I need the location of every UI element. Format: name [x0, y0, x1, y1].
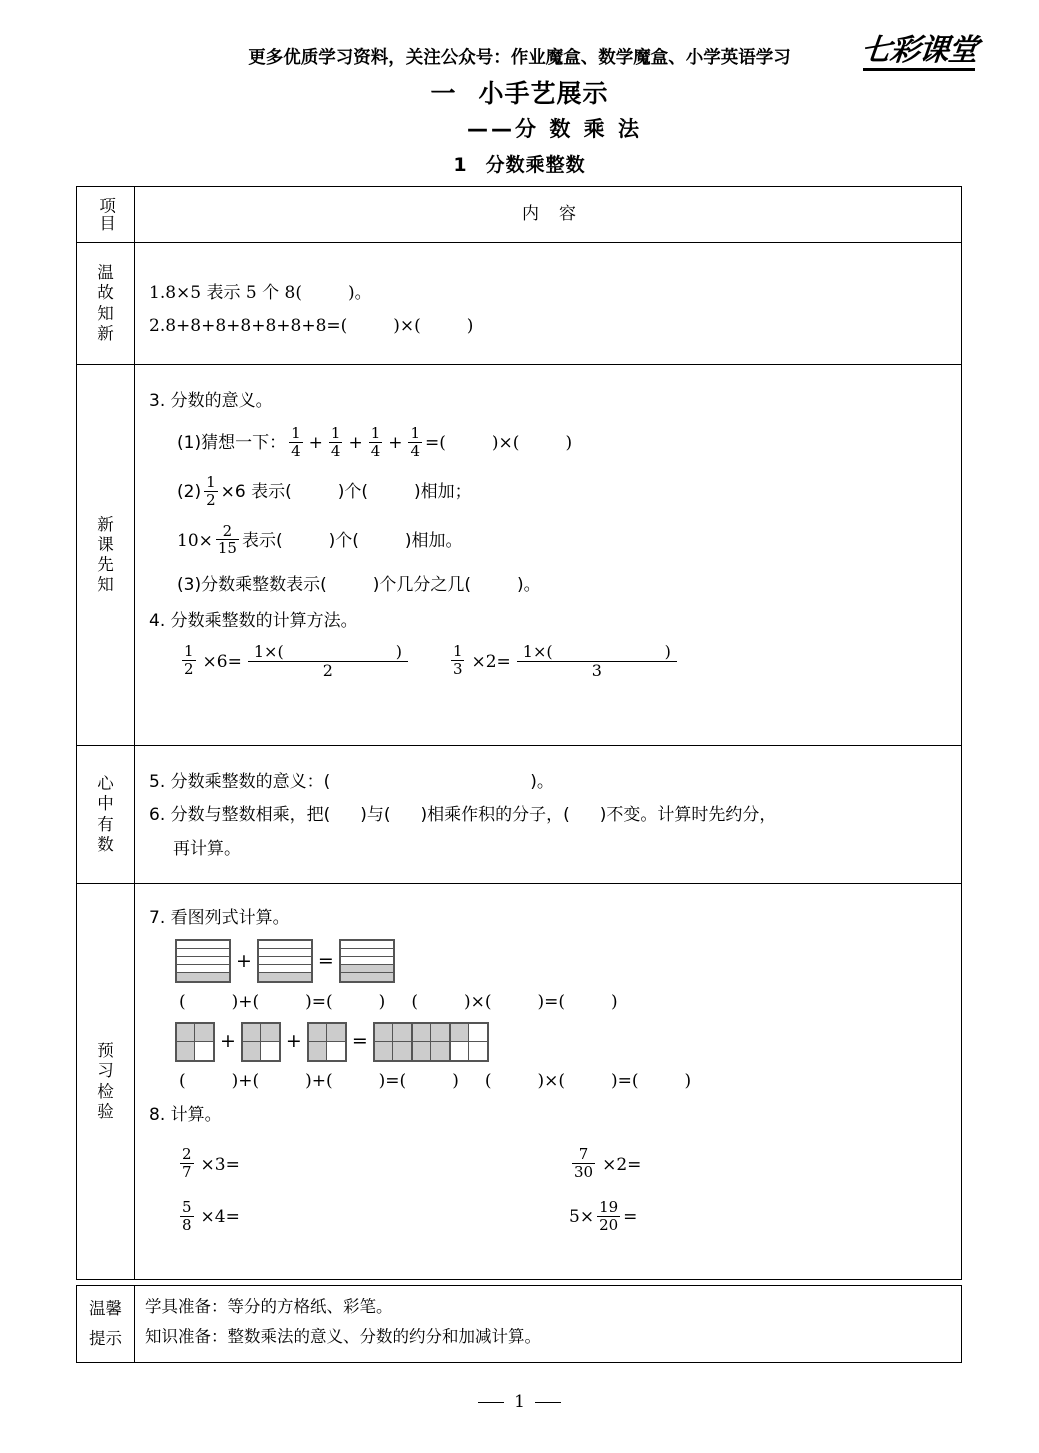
square-result-group: [373, 1022, 489, 1062]
section-newlesson-body: [135, 365, 961, 745]
tip-line-2: 知识准备：整数乘法的意义、分数的约分和加减计算。: [145, 1326, 541, 1346]
question-7-answers-row-1: ( )+( )=( ) ( )×( )=( ): [179, 992, 618, 1013]
header-col-content: [135, 187, 961, 242]
calc-item-1: $\frac{2}{7}$ ×3=: [182, 1145, 240, 1182]
header-col-project-label: 项目: [96, 197, 116, 232]
section-label-understand-stack: 心 中 有 数: [97, 774, 114, 854]
fraction-2-7: $\frac{2}{7}$: [182, 1145, 192, 1182]
unit-title: 小手艺展示: [478, 79, 609, 108]
footer-dash-left: [478, 1402, 504, 1403]
fraction-19-20: $\frac{19}{20}$: [599, 1197, 619, 1234]
section-understand-body: [135, 746, 961, 883]
bar-addend-1: [175, 939, 231, 983]
fraction-result-2: $\frac{1\times( )}{3}$: [517, 643, 677, 681]
question-1: 1.8×5 表示 5 个 8( )。: [149, 283, 372, 303]
fraction-2-15: $\frac{2}{15}$: [217, 521, 237, 558]
question-7-answers-row-2: ( )+( )+( )=( ) ( )×( )=( ): [179, 1070, 692, 1091]
fraction-1-3-eq: $\frac{1}{3}$: [452, 642, 463, 679]
question-5: 5. 分数乘整数的意义：( )。: [149, 772, 554, 792]
fraction-1-4-d: $\frac{1}{4}$: [410, 424, 421, 461]
unit-heading: [0, 74, 1039, 110]
bar-addend-2: [257, 939, 313, 983]
section-label-newlesson: [77, 365, 135, 745]
square-addend-2: [241, 1022, 281, 1062]
fraction-1-2-eq: $\frac{1}{2}$: [184, 642, 194, 679]
brand-logo: [859, 33, 979, 71]
page-footer: [0, 1392, 1039, 1412]
question-7-title: 7. 看图列式计算。: [149, 908, 290, 928]
question-4-equations: $\frac{1}{2}$ ×6= $\frac{1\times( )}{2}$ $\frac{1}{3}$ ×2= $\frac{1\times( )}{3}$: [149, 643, 949, 681]
calc-item-4: 5× $\frac{19}{20}$ =: [569, 1197, 638, 1234]
fraction-1-2: $\frac{1}{2}$: [206, 472, 216, 509]
diagram-equals-1: =: [317, 949, 334, 972]
section-preview: [77, 884, 961, 1279]
diagram-plus-2: +: [220, 1029, 236, 1052]
diagram-squares: [175, 1022, 949, 1062]
tip-label: [77, 1286, 135, 1362]
bar-result: [339, 939, 395, 983]
section-review-body: [135, 243, 961, 364]
brand-logo-underline: [863, 68, 975, 71]
page-number: 1: [514, 1392, 525, 1412]
unit-number: 一: [430, 79, 457, 108]
section-label-understand: [77, 746, 135, 883]
tip-label-line1: 温馨: [89, 1299, 122, 1319]
question-6: 6. 分数与整数相乘，把( )与( )相乘作积的分子，( )不变。计算时先约分，: [149, 805, 777, 826]
section-label-preview-stack: 预 习 检 验: [97, 1041, 114, 1121]
question-8-title: 8. 计算。: [149, 1105, 222, 1126]
section-preview-body: [135, 884, 961, 1279]
table-header-row: [77, 187, 961, 243]
question-6-cont: 再计算。: [173, 838, 241, 859]
section-newlesson: [77, 365, 961, 746]
lesson-number: 1: [453, 154, 468, 176]
question-3-3: 10× $\frac{2}{15}$ 表示( )个( )相加。: [177, 521, 463, 558]
question-3-1: (1)猜想一下： $\frac{1}{4}$ + $\frac{1}{4}$ + $\frac{1}{4}$ + $\frac{1}{4}$ =( )×( ): [177, 424, 573, 461]
question-3-2: (2) $\frac{1}{2}$ ×6 表示( )个( )相加；: [177, 472, 472, 509]
calc-item-2: $\frac{7}{30}$ ×2=: [574, 1145, 642, 1182]
diagram-bars: [175, 939, 949, 983]
square-result-2: [411, 1022, 451, 1062]
diagram-equals-2: =: [351, 1029, 368, 1052]
lesson-title: 分数乘整数: [485, 154, 586, 176]
section-label-newlesson-stack: 新 课 先 知: [97, 514, 114, 595]
unit-subtitle: ——分 数 乘 法: [467, 117, 642, 141]
fraction-1-4-c: $\frac{1}{4}$: [370, 424, 381, 461]
tip-table: [76, 1285, 962, 1363]
fraction-result-1: $\frac{1\times( )}{2}$: [248, 643, 408, 681]
tip-body: [135, 1286, 961, 1362]
question-8-grid: [149, 1135, 949, 1252]
fraction-5-8: $\frac{5}{8}$: [182, 1197, 192, 1234]
section-label-review: [77, 243, 135, 364]
tip-label-line2: 提示: [89, 1329, 122, 1348]
question-8-col-right: [479, 1135, 809, 1252]
question-2: 2.8+8+8+8+8+8+8=( )×( ): [149, 316, 474, 337]
question-3-4: (3)分数乘整数表示( )个几分之几( )。: [177, 575, 541, 596]
footer-dash-right: [535, 1402, 561, 1403]
header-content-char2: 容: [559, 204, 576, 225]
header-col-project: [77, 187, 135, 242]
question-4-title: 4. 分数乘整数的计算方法。: [149, 611, 358, 632]
fraction-7-30: $\frac{7}{30}$: [574, 1145, 594, 1182]
tip-row: [77, 1286, 961, 1362]
tip-line-1: 学具准备：等分的方格纸、彩笔。: [145, 1297, 393, 1316]
question-3-title: 3. 分数的意义。: [149, 391, 273, 411]
question-8-col-left: [149, 1135, 479, 1252]
fraction-1-4-a: $\frac{1}{4}$: [291, 424, 301, 461]
square-result-3: [449, 1022, 489, 1062]
square-result-1: [373, 1022, 413, 1062]
brand-logo-text: 七彩课堂: [859, 33, 979, 68]
worksheet-table: [76, 186, 962, 1280]
fraction-1-4-b: $\frac{1}{4}$: [330, 424, 341, 461]
diagram-plus-3: +: [285, 1029, 302, 1052]
section-label-review-stack: 温 故 知 新: [97, 263, 114, 343]
lesson-heading: [0, 150, 1039, 177]
square-addend-1: [175, 1022, 215, 1062]
section-understand: [77, 746, 961, 884]
diagram-plus-1: +: [236, 949, 252, 972]
promo-text: 更多优质学习资料，关注公众号：作业魔盒、数学魔盒、小学英语学习: [248, 48, 791, 68]
calc-item-3: $\frac{5}{8}$ ×4=: [182, 1197, 240, 1234]
section-label-preview: [77, 884, 135, 1279]
square-addend-3: [307, 1022, 347, 1062]
section-review: [77, 243, 961, 365]
header-content-char1: 内: [522, 204, 539, 225]
